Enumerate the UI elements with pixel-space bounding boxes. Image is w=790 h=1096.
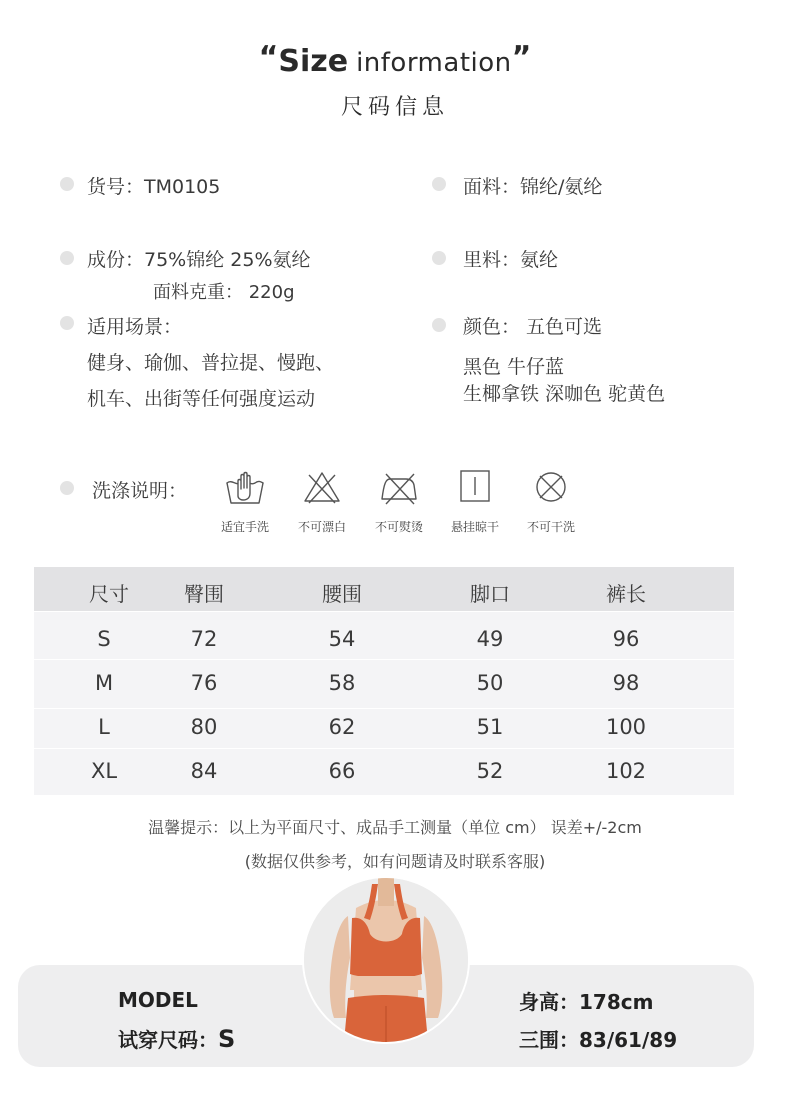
color-line-1: 黑色 牛仔蓝 [463,356,565,378]
header-length: 裤长 [606,582,646,606]
cell-length: 98 [612,671,640,695]
bullet-dot [432,318,446,332]
header-hip: 臀围 [184,582,224,606]
trial-size-label: 试穿尺码： [118,1028,218,1052]
model-height: 身高：178cm [519,990,654,1014]
trial-size-value: S [218,1025,236,1053]
cell-size: M [94,671,114,695]
color-line-2: 生椰拿铁 深咖色 驼黄色 [463,383,666,405]
title-size: Size [278,44,349,79]
no-bleach-icon [299,467,345,507]
cell-leg-opening: 49 [476,627,504,651]
bullet-dot [432,251,446,265]
cell-hip: 84 [190,759,218,783]
row-divider [34,708,734,709]
lining: 里料：氨纶 [463,249,559,271]
no-iron-icon [376,467,422,507]
cell-length: 102 [605,759,647,783]
scene-label: 适用场景： [87,316,183,338]
row-divider [34,659,734,660]
cell-waist: 66 [328,759,356,783]
bullet-dot [60,251,74,265]
model-measurements: 三围：83/61/89 [519,1028,678,1052]
row-divider [34,748,734,749]
item-number: 货号：TM0105 [87,176,221,198]
title-en [0,40,790,79]
fabric: 面料：锦纶/氨纶 [463,176,603,198]
cell-leg-opening: 52 [476,759,504,783]
title-information: information [356,48,512,78]
cell-hip: 76 [190,671,218,695]
color-label: 颜色： 五色可选 [463,316,603,338]
bullet-dot [60,177,74,191]
title-cn: 尺码信息 [340,95,449,120]
composition: 成份：75%锦纶 25%氨纶 [87,249,311,271]
wash-label-no-iron: 不可熨烫 [374,520,423,534]
cell-waist: 62 [328,715,356,739]
cell-size: L [98,715,110,739]
wash-label-hang-dry: 悬挂晾干 [450,520,499,534]
no-dry-clean-icon [528,467,574,507]
header-waist: 腰围 [322,582,362,606]
header-leg-opening: 脚口 [470,582,510,606]
fabric-weight: 面料克重： 220g [153,282,295,303]
model-photo [302,876,470,1044]
bullet-dot [60,316,74,330]
cell-waist: 54 [328,627,356,651]
cell-length: 100 [605,715,647,739]
scene-line-1: 健身、瑜伽、普拉提、慢跑、 [87,352,335,374]
cell-leg-opening: 50 [476,671,504,695]
wash-label-no-dry-clean: 不可干洗 [526,520,575,534]
model-title: MODEL [118,988,198,1012]
wash-label-no-bleach: 不可漂白 [297,520,346,534]
trial-size [118,1024,235,1053]
cell-size: XL [90,759,118,783]
wash-label: 洗涤说明： [92,480,188,502]
measurement-note: 温馨提示：以上为平面尺寸、成品手工测量（单位 cm） 误差+/-2cm [148,818,642,837]
wash-label-hand-wash: 适宜手洗 [220,520,269,534]
hang-dry-icon [452,467,498,507]
quote-open: “ [258,40,279,75]
hand-wash-icon [222,467,268,507]
disclaimer-note: (数据仅供参考，如有问题请及时联系客服) [244,852,546,871]
cell-waist: 58 [328,671,356,695]
cell-length: 96 [612,627,640,651]
scene-line-2: 机车、出街等任何强度运动 [87,388,316,410]
cell-hip: 72 [190,627,218,651]
cell-hip: 80 [190,715,218,739]
bullet-dot [432,177,446,191]
bullet-dot [60,481,74,495]
header-size: 尺寸 [89,582,129,606]
cell-leg-opening: 51 [476,715,504,739]
cell-size: S [97,627,111,651]
quote-close: ” [511,40,532,75]
